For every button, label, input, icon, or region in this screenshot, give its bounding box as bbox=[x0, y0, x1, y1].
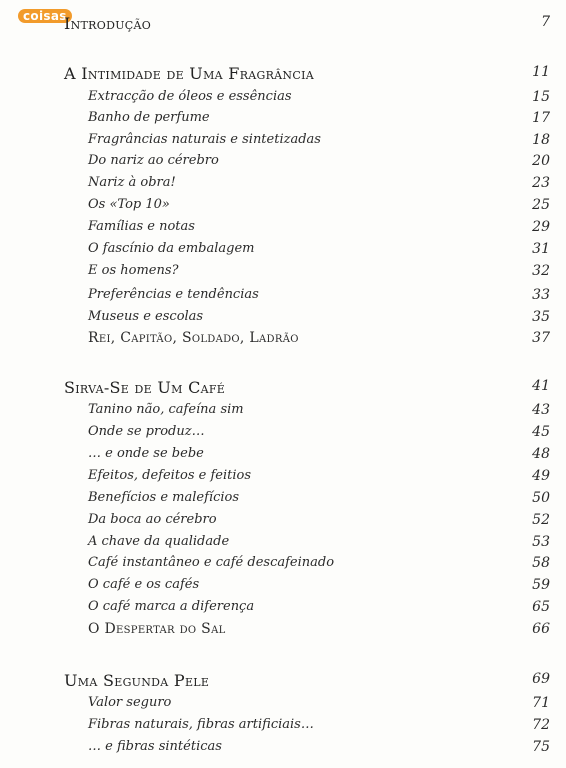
toc-entry-title: Café instantâneo e café descafeinado bbox=[88, 555, 335, 570]
toc-entry-page: 37 bbox=[532, 330, 550, 346]
toc-entry-page: 65 bbox=[532, 599, 550, 615]
toc-entry-title: Onde se produz… bbox=[88, 424, 205, 439]
toc-entry-page: 59 bbox=[532, 577, 550, 593]
toc-entry-page: 49 bbox=[532, 468, 550, 484]
toc-entry-chapter[interactable] bbox=[0, 64, 566, 84]
toc-entry-title: Benefícios e malefícios bbox=[88, 490, 240, 505]
toc-entry-section[interactable] bbox=[0, 695, 566, 715]
toc-entry-page: 58 bbox=[532, 555, 550, 571]
toc-entry-title: Famílias e notas bbox=[88, 219, 195, 234]
toc-entry-page: 18 bbox=[532, 132, 550, 148]
toc-entry-page: 45 bbox=[532, 424, 550, 440]
toc-entry-title: Fibras naturais, fibras artificiais… bbox=[88, 717, 314, 732]
toc-entry-title: O Despertar do Sal bbox=[88, 621, 226, 637]
toc-entry-section[interactable] bbox=[0, 621, 566, 641]
toc-entry-page: 23 bbox=[532, 175, 550, 191]
toc-entry-section[interactable] bbox=[0, 577, 566, 597]
toc-entry-section[interactable] bbox=[0, 446, 566, 466]
toc-entry-section[interactable] bbox=[0, 512, 566, 532]
toc-entry-title: A Intimidade de Uma Fragrância bbox=[64, 64, 314, 83]
toc-entry-page: 17 bbox=[532, 110, 550, 126]
toc-entry-page: 31 bbox=[532, 241, 550, 257]
toc-entry-section[interactable] bbox=[0, 89, 566, 109]
toc-entry-title: Museus e escolas bbox=[88, 309, 204, 324]
toc-entry-page: 75 bbox=[532, 739, 550, 755]
toc-entry-title: Uma Segunda Pele bbox=[64, 671, 210, 690]
toc-entry-title: O café marca a diferença bbox=[88, 599, 255, 614]
toc-entry-page: 66 bbox=[532, 621, 550, 637]
toc-entry-section[interactable] bbox=[0, 110, 566, 130]
toc-entry-title: Rei, Capitão, Soldado, Ladrão bbox=[88, 330, 299, 346]
toc-entry-title: … e onde se bebe bbox=[88, 446, 204, 461]
toc-entry-section[interactable] bbox=[0, 153, 566, 173]
toc-entry-page: 48 bbox=[532, 446, 550, 462]
toc-entry-section[interactable] bbox=[0, 175, 566, 195]
toc-entry-chapter[interactable] bbox=[0, 14, 566, 34]
toc-entry-section[interactable] bbox=[0, 132, 566, 152]
toc-entry-title: Da boca ao cérebro bbox=[88, 512, 217, 527]
toc-entry-title: Efeitos, defeitos e feitios bbox=[88, 468, 252, 483]
toc-entry-section[interactable] bbox=[0, 424, 566, 444]
watermark-logo: coisas bbox=[18, 9, 72, 23]
toc-entry-section[interactable] bbox=[0, 330, 566, 350]
toc-entry-title: A chave da qualidade bbox=[88, 534, 230, 549]
toc-entry-title: Valor seguro bbox=[88, 695, 172, 710]
toc-entry-page: 35 bbox=[532, 309, 550, 325]
toc-entry-section[interactable] bbox=[0, 263, 566, 283]
toc-entry-page: 32 bbox=[532, 263, 550, 279]
toc-entry-title: Nariz à obra! bbox=[88, 175, 176, 190]
toc-entry-page: 72 bbox=[532, 717, 550, 733]
toc-entry-title: Preferências e tendências bbox=[88, 287, 259, 302]
toc-entry-page: 50 bbox=[532, 490, 550, 506]
toc-entry-title: Fragrâncias naturais e sintetizadas bbox=[88, 132, 321, 147]
toc-entry-page: 71 bbox=[532, 695, 550, 711]
toc-entry-title: Tanino não, cafeína sim bbox=[88, 402, 244, 417]
toc-entry-section[interactable] bbox=[0, 534, 566, 554]
toc-entry-section[interactable] bbox=[0, 468, 566, 488]
toc-entry-title: E os homens? bbox=[88, 263, 179, 278]
toc-entry-title: Do nariz ao cérebro bbox=[88, 153, 219, 168]
toc-entry-page: 33 bbox=[532, 287, 550, 303]
toc-entry-page: 69 bbox=[532, 671, 550, 687]
toc-entry-page: 25 bbox=[532, 197, 550, 213]
toc-entry-title: O café e os cafés bbox=[88, 577, 200, 592]
toc-entry-section[interactable] bbox=[0, 402, 566, 422]
toc-entry-page: 52 bbox=[532, 512, 550, 528]
toc-entry-page: 43 bbox=[532, 402, 550, 418]
toc-entry-section[interactable] bbox=[0, 197, 566, 217]
toc-entry-title: … e fibras sintéticas bbox=[88, 739, 222, 754]
toc-entry-page: 15 bbox=[532, 89, 550, 105]
toc-entry-section[interactable] bbox=[0, 219, 566, 239]
toc-entry-title: Os «Top 10» bbox=[88, 197, 170, 212]
toc-entry-section[interactable] bbox=[0, 309, 566, 329]
toc-entry-title: Introdução bbox=[64, 14, 152, 33]
toc-entry-page: 41 bbox=[532, 378, 550, 394]
toc-entry-section[interactable] bbox=[0, 490, 566, 510]
toc-entry-section[interactable] bbox=[0, 555, 566, 575]
toc-entry-page: 53 bbox=[532, 534, 550, 550]
toc-entry-chapter[interactable] bbox=[0, 671, 566, 691]
toc-entry-title: Extracção de óleos e essências bbox=[88, 89, 292, 104]
toc-entry-section[interactable] bbox=[0, 739, 566, 759]
toc-entry-section[interactable] bbox=[0, 599, 566, 619]
toc-entry-page: 7 bbox=[541, 14, 550, 30]
toc-entry-page: 11 bbox=[532, 64, 550, 80]
toc-entry-section[interactable] bbox=[0, 717, 566, 737]
toc-entry-title: Sirva-Se de Um Café bbox=[64, 378, 226, 397]
toc-entry-page: 29 bbox=[532, 219, 550, 235]
toc-entry-page: 20 bbox=[532, 153, 550, 169]
toc-entry-section[interactable] bbox=[0, 241, 566, 261]
toc-entry-chapter[interactable] bbox=[0, 378, 566, 398]
toc-entry-title: Banho de perfume bbox=[88, 110, 210, 125]
toc-entry-section[interactable] bbox=[0, 287, 566, 307]
toc-entry-title: O fascínio da embalagem bbox=[88, 241, 255, 256]
